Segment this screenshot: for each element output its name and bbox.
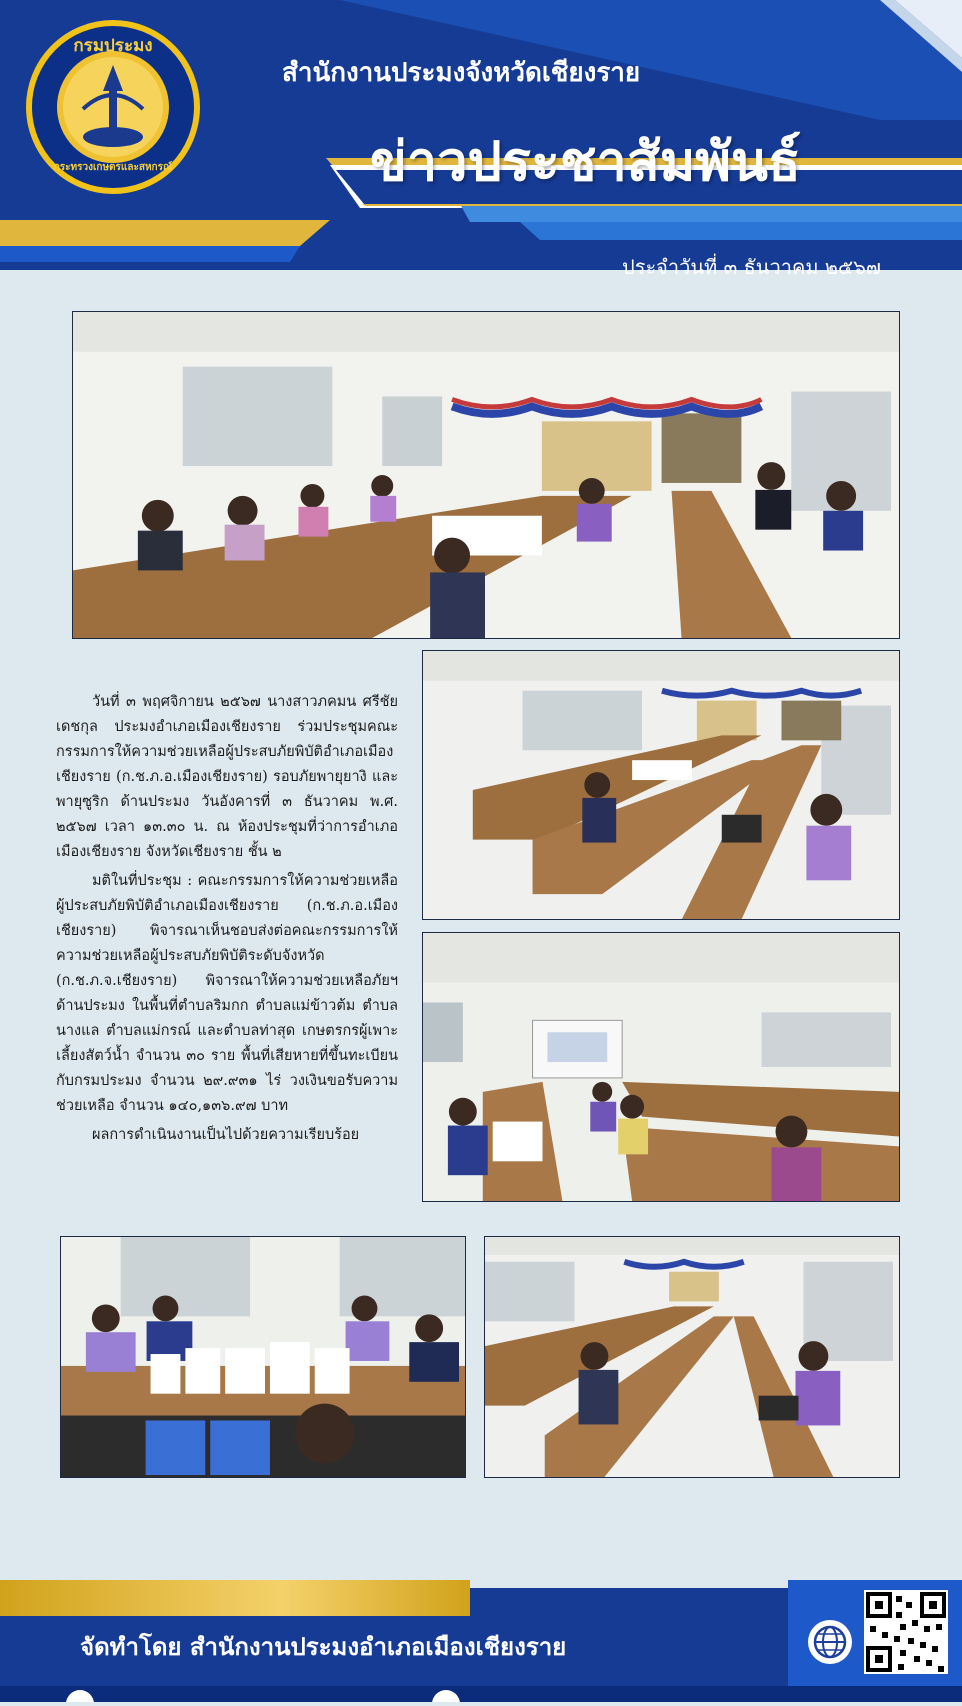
logo-bottom-text: กระทรวงเกษตรและสหกรณ์: [53, 162, 173, 173]
bottom-strip: [0, 1686, 962, 1702]
issue-date: ประจำวันที่ ๓ ธันวาคม ๒๕๖๗: [622, 255, 881, 279]
globe-icon[interactable]: [808, 1620, 852, 1664]
meeting-photo-5: [484, 1236, 900, 1478]
article-paragraph-3: ผลการดำเนินงานเป็นไปด้วยความเรียบร้อย: [92, 1127, 360, 1143]
office-name: สำนักงานประมงจังหวัดเชียงราย: [282, 58, 641, 88]
meeting-photo-4: [60, 1236, 466, 1478]
emblem-icon: [57, 51, 169, 163]
article-paragraph-2: มติในที่ประชุม : คณะกรรมการให้ความช่วยเหลือผู้ประสบภัยพิบัติอำเภอเมืองเชียงราย (ก.ช.ภ.อ.เมืองเชียงราย) พิจารณาเห็นชอบส่งต่อคณะกรรมการให้ความช่วยเหลือผู้ประสบภัยพิบัติระดับจังหวัด (ก.ช.ภ.จ.เชียงราย) พิจารณาให้ความช่วยเหลือภัยฯ ด้านประมง ในพื้นที่ตำบลริมกก ตำบลแม่ข้าวต้ม ตำบลนางแล ตำบลแม่กรณ์ และตำบลท่าสุด เกษตรกรผู้เพาะเลี้ยงสัตว์น้ำ จำนวน ๓๐ ราย พื้นที่เสียหายที่ขึ้นทะเบียนกับกรมประมง จำนวน ๒๙.๙๓๑ ไร่ วงเงินขอรับความช่วยเหลือ จำนวน ๑๔๐,๑๓๖.๙๗ บาท: [56, 873, 398, 1114]
meeting-photo-1: [72, 311, 900, 639]
footer-gold-ribbon: [0, 1580, 470, 1616]
meeting-photo-3: [422, 932, 900, 1202]
social-icons: [0, 1686, 962, 1702]
logo-top-text: กรมประมง: [73, 36, 153, 56]
qr-code-icon[interactable]: [864, 1590, 948, 1674]
department-logo: [26, 20, 200, 194]
article-body: [56, 690, 398, 1148]
meeting-photo-2: [422, 650, 900, 920]
article-paragraph-1: วันที่ ๓ พฤศจิกายน ๒๕๖๗ นางสาวภคมน ศรีชัยเดชกุล ประมงอำเภอเมืองเชียงราย ร่วมประชุมคณะกรรมการให้ความช่วยเหลือผู้ประสบภัยพิบัติอำเภอเมืองเชียงราย (ก.ช.ภ.อ.เมืองเชียงราย) รอบภัยพายุยางิ และพายุซูริก ด้านประมง วันอังคารที่ ๓ ธันวาคม พ.ศ. ๒๕๖๗ เวลา ๑๓.๓๐ น. ณ ห้องประชุมที่ว่าการอำเภอเมืองเชียงราย จังหวัดเชียงราย ชั้น ๒: [56, 694, 398, 860]
logo-emblem: [54, 48, 172, 166]
footer-credit: จัดทำโดย สำนักงานประมงอำเภอเมืองเชียงราย: [80, 1633, 567, 1661]
line-icon: [432, 1690, 460, 1702]
page-title: ข่าวประชาสัมพันธ์: [370, 130, 801, 193]
header-banner: [0, 0, 962, 285]
facebook-icon: [66, 1690, 94, 1702]
